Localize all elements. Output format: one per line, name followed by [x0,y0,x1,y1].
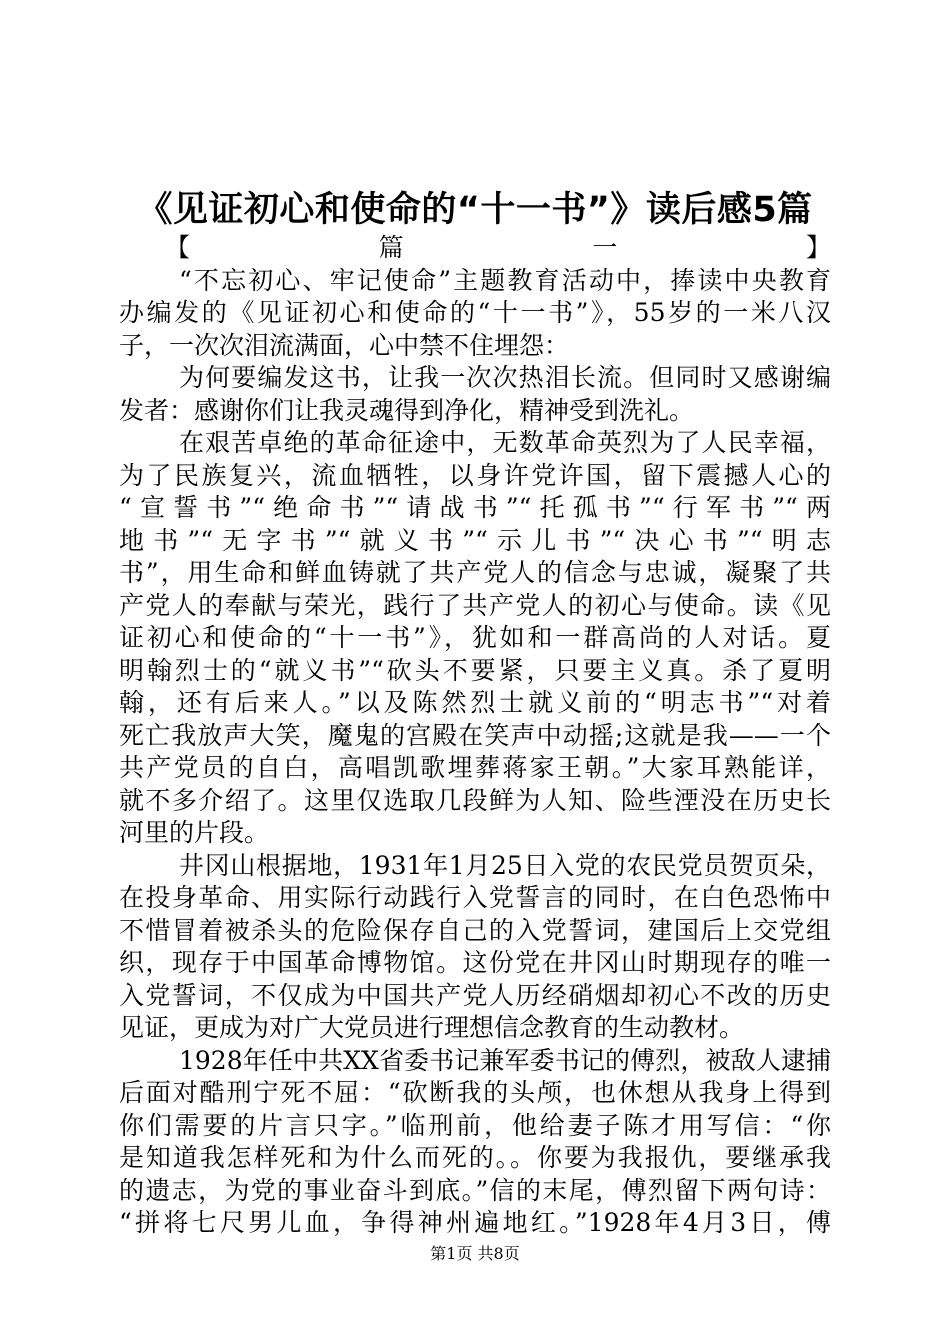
text-line: 你们需要的片言只字。”临刑前，他给妻子陈才用写信：“你 [119,1110,831,1140]
text-line: 为何要编发这书，让我一次次热泪长流。但同时又感谢编 [179,363,831,392]
text-line: “拼将七尺男儿血，争得神州遍地红。”1928年4月3日，傅 [119,1208,831,1237]
document-body [119,232,831,1240]
text-line: 1928年任中共XX省委书记兼军委书记的傅烈，被敌人逮捕 [179,1045,831,1075]
text-line: 井冈山根据地，1931年1月25日入党的农民党员贺页朵， [179,850,831,880]
text-line: 是知道我怎样死和为什么而死的。。你要为我报仇，要继承我 [119,1143,831,1172]
text-line: 死亡我放声大笑，魔鬼的宫殿在笑声中动摇;这就是我——一个 [119,720,831,750]
text-line: 办编发的《见证初心和使命的“十一书”》，55岁的一米八汉 [119,298,831,327]
text-line: 不惜冒着被杀头的危险保存自己的入党誓词，建国后上交党组 [119,915,831,945]
text-line: 翰，还有后来人。”以及陈然烈士就义前的“明志书”“对着 [119,688,831,717]
text-line: 产党人的奉献与荣光，践行了共产党人的初心与使命。读《见 [119,590,831,620]
text-line: 见证，更成为对广大党员进行理想信念教育的生动教材。 [119,1013,745,1042]
text-line: 河里的片段。 [119,818,270,847]
text-line: 发者：感谢你们让我灵魂得到净化，精神受到洗礼。 [119,395,695,425]
text-line: 后面对酷刑宁死不屈：“砍断我的头颅，也休想从我身上得到 [119,1078,831,1107]
text-line: 共产党员的自白，高唱凯歌埋葬蒋家王朝。”大家耳熟能详， [119,753,831,782]
text-line: 的遗志，为党的事业奋斗到底。”信的末尾，傅烈留下两句诗： [119,1175,831,1205]
text-line: 入党誓词，不仅成为中国共产党人历经硝烟却初心不改的历史 [119,980,831,1010]
text-line: 【篇一】 [165,233,831,262]
text-line: 明翰烈士的“就义书”“砍头不要紧，只要主义真。杀了夏明 [119,655,831,685]
text-line: “不忘初心、牢记使命”主题教育活动中，捧读中央教育 [179,265,831,295]
page-number: 第1页 共8页 [430,1244,520,1263]
text-line: 就不多介绍了。这里仅选取几段鲜为人知、险些湮没在历史长 [119,785,831,815]
text-line: 在艰苦卓绝的革命征途中，无数革命英烈为了人民幸福， [179,428,831,457]
text-line: 子，一次次泪流满面，心中禁不住埋怨： [119,330,570,360]
text-line: 为了民族复兴，流血牺牲，以身许党许国，留下震撼人心的 [119,460,831,490]
text-line: “宣誓书”“绝命书”“请战书”“托孤书”“行军书”“两 [119,493,831,522]
text-line: 地书”“无字书”“就义书”“示儿书”“决心书”“明志 [119,525,831,555]
text-line: 织，现存于中国革命博物馆。这份党在井冈山时期现存的唯一 [119,948,831,977]
text-line: 在投身革命、用实际行动践行入党誓言的同时，在白色恐怖中 [119,883,831,912]
text-line: 书”，用生命和鲜血铸就了共产党人的信念与忠诚，凝聚了共 [119,558,831,587]
text-line: 证初心和使命的“十一书”》，犹如和一群高尚的人对话。夏 [119,623,831,652]
document-title: 《见证初心和使命的“十一书”》读后感5篇 [137,190,813,230]
